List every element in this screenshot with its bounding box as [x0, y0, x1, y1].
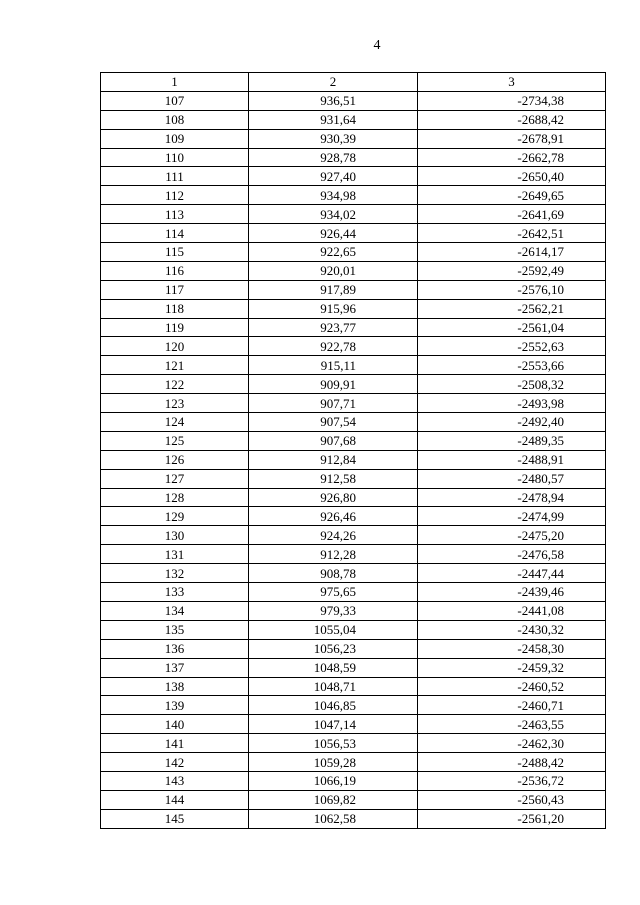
table-cell-col-2: 915,11	[249, 356, 418, 375]
table-row	[101, 129, 606, 148]
table-row	[101, 715, 606, 734]
table-cell-col-3: -2493,98	[418, 394, 606, 413]
table-cell-col-1: 110	[101, 148, 249, 167]
table-cell-col-1: 126	[101, 450, 249, 469]
table-cell-col-1: 122	[101, 375, 249, 394]
table-cell-col-3: -2488,91	[418, 450, 606, 469]
table-cell-col-1: 139	[101, 696, 249, 715]
table-cell-col-2: 917,89	[249, 280, 418, 299]
table-cell-col-2: 926,44	[249, 224, 418, 243]
table-cell-col-2: 920,01	[249, 261, 418, 280]
table-cell-col-3: -2650,40	[418, 167, 606, 186]
table-cell-col-3: -2462,30	[418, 734, 606, 753]
table-cell-col-2: 1055,04	[249, 620, 418, 639]
table-cell-col-3: -2488,42	[418, 753, 606, 772]
table-cell-col-1: 108	[101, 110, 249, 129]
table-cell-col-1: 118	[101, 299, 249, 318]
table-cell-col-1: 138	[101, 677, 249, 696]
table-cell-col-1: 137	[101, 658, 249, 677]
table-cell-col-3: -2662,78	[418, 148, 606, 167]
table-cell-col-3: -2458,30	[418, 639, 606, 658]
table-cell-col-1: 132	[101, 564, 249, 583]
table-cell-col-1: 133	[101, 583, 249, 602]
table-row	[101, 564, 606, 583]
table-cell-col-2: 928,78	[249, 148, 418, 167]
table-cell-col-1: 128	[101, 488, 249, 507]
table-cell-col-2: 936,51	[249, 91, 418, 110]
table-cell-col-3: -2478,94	[418, 488, 606, 507]
table-cell-col-2: 907,68	[249, 431, 418, 450]
table-cell-col-2: 1062,58	[249, 809, 418, 828]
table-cell-col-3: -2460,52	[418, 677, 606, 696]
table-body	[101, 91, 606, 828]
table-row	[101, 620, 606, 639]
table-row	[101, 356, 606, 375]
table-row	[101, 583, 606, 602]
table-row	[101, 639, 606, 658]
table-cell-col-1: 140	[101, 715, 249, 734]
table-row	[101, 167, 606, 186]
table-cell-col-3: -2561,20	[418, 809, 606, 828]
table-header-row	[101, 73, 606, 92]
table-cell-col-3: -2536,72	[418, 771, 606, 790]
table-row	[101, 224, 606, 243]
table-cell-col-3: -2492,40	[418, 413, 606, 432]
table-row	[101, 771, 606, 790]
table-cell-col-3: -2480,57	[418, 469, 606, 488]
table-cell-col-1: 119	[101, 318, 249, 337]
table-cell-col-2: 908,78	[249, 564, 418, 583]
table-cell-col-2: 979,33	[249, 601, 418, 620]
table-cell-col-2: 1046,85	[249, 696, 418, 715]
table-cell-col-3: -2576,10	[418, 280, 606, 299]
table-row	[101, 91, 606, 110]
table-cell-col-3: -2552,63	[418, 337, 606, 356]
table-cell-col-1: 135	[101, 620, 249, 639]
data-table-container	[100, 72, 605, 829]
table-cell-col-1: 127	[101, 469, 249, 488]
table-cell-col-2: 909,91	[249, 375, 418, 394]
table-row	[101, 545, 606, 564]
table-row	[101, 696, 606, 715]
table-cell-col-3: -2642,51	[418, 224, 606, 243]
table-cell-col-3: -2688,42	[418, 110, 606, 129]
table-cell-col-1: 112	[101, 186, 249, 205]
table-row	[101, 488, 606, 507]
table-cell-col-2: 924,26	[249, 526, 418, 545]
table-cell-col-3: -2560,43	[418, 790, 606, 809]
table-cell-col-2: 1066,19	[249, 771, 418, 790]
table-cell-col-1: 124	[101, 413, 249, 432]
table-cell-col-1: 134	[101, 601, 249, 620]
table-cell-col-2: 1059,28	[249, 753, 418, 772]
table-cell-col-1: 114	[101, 224, 249, 243]
table-row	[101, 431, 606, 450]
table-row	[101, 413, 606, 432]
table-cell-col-2: 912,84	[249, 450, 418, 469]
table-cell-col-2: 934,98	[249, 186, 418, 205]
table-cell-col-1: 113	[101, 205, 249, 224]
table-cell-col-3: -2734,38	[418, 91, 606, 110]
table-cell-col-1: 145	[101, 809, 249, 828]
table-cell-col-2: 1048,71	[249, 677, 418, 696]
table-cell-col-2: 907,71	[249, 394, 418, 413]
data-table	[100, 72, 606, 829]
table-row	[101, 469, 606, 488]
table-cell-col-3: -2641,69	[418, 205, 606, 224]
table-cell-col-2: 975,65	[249, 583, 418, 602]
table-cell-col-2: 1056,53	[249, 734, 418, 753]
table-cell-col-2: 912,58	[249, 469, 418, 488]
table-cell-col-2: 934,02	[249, 205, 418, 224]
table-cell-col-1: 123	[101, 394, 249, 413]
table-cell-col-1: 131	[101, 545, 249, 564]
table-cell-col-3: -2441,08	[418, 601, 606, 620]
table-cell-col-1: 109	[101, 129, 249, 148]
table-cell-col-3: -2614,17	[418, 243, 606, 262]
table-row	[101, 243, 606, 262]
table-cell-col-3: -2649,65	[418, 186, 606, 205]
table-cell-col-3: -2508,32	[418, 375, 606, 394]
table-row	[101, 261, 606, 280]
table-cell-col-2: 1048,59	[249, 658, 418, 677]
table-cell-col-1: 136	[101, 639, 249, 658]
table-cell-col-3: -2439,46	[418, 583, 606, 602]
table-cell-col-3: -2459,32	[418, 658, 606, 677]
table-cell-col-2: 1056,23	[249, 639, 418, 658]
table-cell-col-1: 107	[101, 91, 249, 110]
page-number: 4	[373, 38, 381, 53]
table-cell-col-1: 120	[101, 337, 249, 356]
table-cell-col-2: 1047,14	[249, 715, 418, 734]
table-cell-col-1: 130	[101, 526, 249, 545]
table-cell-col-2: 926,46	[249, 507, 418, 526]
table-row	[101, 753, 606, 772]
table-cell-col-3: -2553,66	[418, 356, 606, 375]
table-row	[101, 734, 606, 753]
table-row	[101, 148, 606, 167]
table-cell-col-2: 923,77	[249, 318, 418, 337]
table-row	[101, 186, 606, 205]
table-cell-col-2: 931,64	[249, 110, 418, 129]
table-cell-col-2: 930,39	[249, 129, 418, 148]
column-header-2: 2	[249, 73, 418, 92]
column-header-3: 3	[418, 73, 606, 92]
table-cell-col-2: 915,96	[249, 299, 418, 318]
table-row	[101, 280, 606, 299]
table-row	[101, 337, 606, 356]
table-cell-col-3: -2562,21	[418, 299, 606, 318]
table-row	[101, 110, 606, 129]
table-cell-col-3: -2489,35	[418, 431, 606, 450]
table-cell-col-1: 142	[101, 753, 249, 772]
table-row	[101, 526, 606, 545]
table-cell-col-1: 143	[101, 771, 249, 790]
table-cell-col-1: 117	[101, 280, 249, 299]
table-row	[101, 601, 606, 620]
table-cell-col-2: 922,65	[249, 243, 418, 262]
column-header-1: 1	[101, 73, 249, 92]
table-cell-col-2: 927,40	[249, 167, 418, 186]
table-cell-col-3: -2475,20	[418, 526, 606, 545]
table-cell-col-3: -2460,71	[418, 696, 606, 715]
table-cell-col-1: 115	[101, 243, 249, 262]
table-cell-col-2: 912,28	[249, 545, 418, 564]
table-cell-col-1: 111	[101, 167, 249, 186]
table-row	[101, 299, 606, 318]
table-row	[101, 375, 606, 394]
table-row	[101, 809, 606, 828]
table-row	[101, 790, 606, 809]
table-cell-col-3: -2561,04	[418, 318, 606, 337]
table-cell-col-3: -2678,91	[418, 129, 606, 148]
table-cell-col-1: 116	[101, 261, 249, 280]
table-cell-col-2: 1069,82	[249, 790, 418, 809]
table-row	[101, 658, 606, 677]
table-cell-col-1: 141	[101, 734, 249, 753]
table-cell-col-3: -2474,99	[418, 507, 606, 526]
table-cell-col-1: 121	[101, 356, 249, 375]
table-cell-col-3: -2476,58	[418, 545, 606, 564]
table-cell-col-3: -2430,32	[418, 620, 606, 639]
table-cell-col-2: 926,80	[249, 488, 418, 507]
table-cell-col-3: -2447,44	[418, 564, 606, 583]
table-row	[101, 205, 606, 224]
table-cell-col-2: 907,54	[249, 413, 418, 432]
table-cell-col-3: -2463,55	[418, 715, 606, 734]
table-row	[101, 677, 606, 696]
table-cell-col-3: -2592,49	[418, 261, 606, 280]
table-cell-col-1: 144	[101, 790, 249, 809]
table-cell-col-1: 125	[101, 431, 249, 450]
table-row	[101, 394, 606, 413]
table-cell-col-2: 922,78	[249, 337, 418, 356]
table-cell-col-1: 129	[101, 507, 249, 526]
table-row	[101, 450, 606, 469]
table-row	[101, 318, 606, 337]
table-row	[101, 507, 606, 526]
